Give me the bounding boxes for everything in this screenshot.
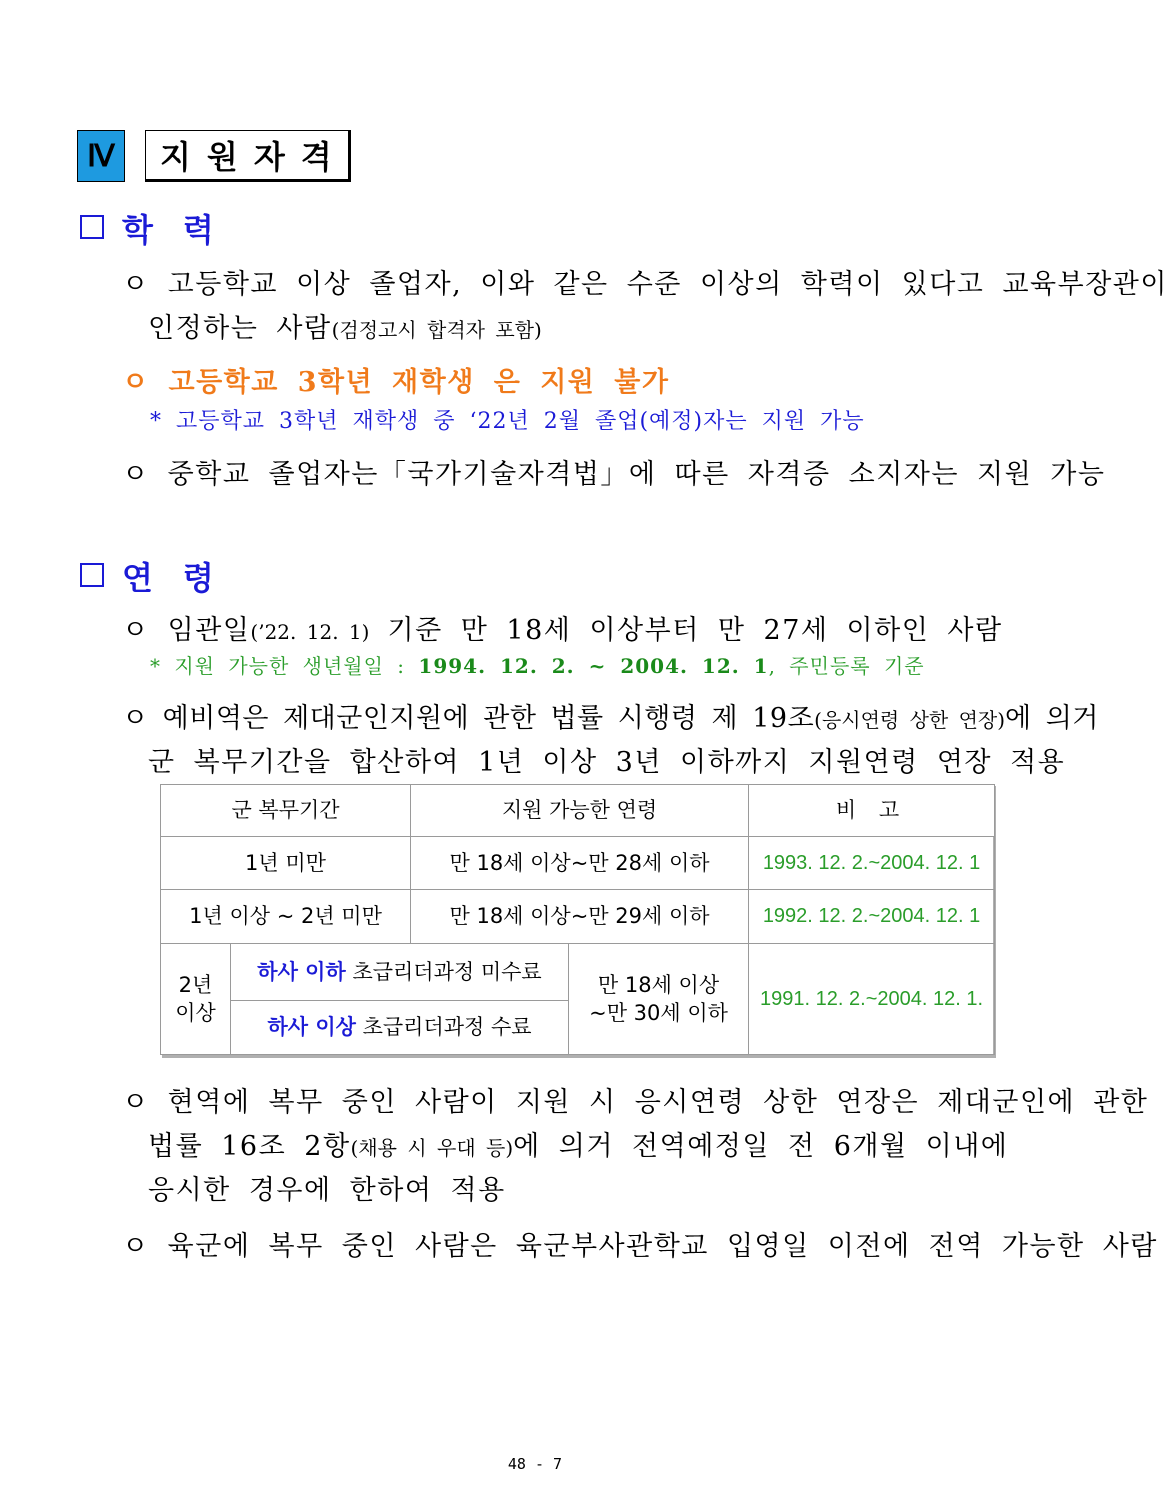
cell-text: 초급리더과정 미수료 [345,959,542,984]
item-text: ㅇ 임관일 [122,615,251,646]
table-cell [231,944,569,1001]
age-item-2-line-2: 군 복무기간을 합산하여 1년 이상 3년 이하까지 지원연령 연장 적용 [148,747,1066,778]
checkbox-square-icon [80,215,104,239]
age-item-1 [122,608,1003,647]
cell-text: 초급리더과정 수료 [355,1015,532,1040]
table-cell [231,1001,569,1055]
education-item-1-line-1: ㅇ 고등학교 이상 졸업자, 이와 같은 수준 이상의 학력이 있다고 교육부장관이 [122,269,1168,300]
birthdate-range: 1994. 12. 2. ~ 2004. 12. 1 [418,654,769,678]
education-item-2: ㅇ 고등학교 3학년 재학생 은 지원 불가 [122,367,670,398]
table-header: 비 고 [749,785,995,837]
rank-label: 하사 이상 [267,1015,356,1040]
age-heading [80,553,244,599]
age-item-4: ㅇ 육군에 복무 중인 사람은 육군부사관학교 입영일 이전에 전역 가능한 사람 [122,1231,1158,1262]
age-item-3-line-1: ㅇ 현역에 복무 중인 사람이 지원 시 응시연령 상한 연장은 제대군인에 관한 [122,1087,1149,1118]
item-paren-text: (응시연령 상한 연장) [814,708,1006,732]
table-row [161,837,995,890]
table-header-row [161,785,995,837]
checkbox-square-icon [80,563,104,587]
table-cell: 만 18세 이상~만 29세 이하 [411,890,749,944]
item-paren-text: (검정고시 합격자 포함) [331,318,542,342]
item-text: 인정하는 사람 [148,313,332,344]
item-text: ㅇ 예비역은 제대군인지원에 관한 법률 시행령 제 19조 [122,703,815,734]
item-text: 에 의거 전역예정일 전 6개월 이내에 [513,1131,1009,1162]
age-extension-table [160,784,995,1055]
item-paren-text: (’22. 12. 1) [250,620,370,644]
table-cell: 1년 이상 ~ 2년 미만 [161,890,411,944]
education-heading-text: 학력 [122,211,244,249]
item-paren-text: (채용 시 우대 등) [350,1136,514,1160]
table-header: 군 복무기간 [161,785,411,837]
table-cell: 1년 미만 [161,837,411,890]
rank-label: 하사 이하 [257,959,346,984]
table-row [161,944,995,1001]
page-number: 48 - 7 [507,1455,563,1473]
table-row [161,890,995,944]
note-text: * 지원 가능한 생년월일 : [150,654,419,678]
item-text: 에 의거 [1005,703,1099,734]
note-text: , 주민등록 기준 [768,654,925,678]
age-item-3-line-3: 응시한 경우에 한하여 적용 [148,1175,506,1206]
table-header: 지원 가능한 연령 [411,785,749,837]
section-title: 지원자격 [145,130,351,182]
table-cell: 만 18세 이상~만 28세 이하 [411,837,749,890]
age-heading-text: 연령 [122,559,244,597]
table-cell: 1991. 12. 2.~2004. 12. 1. [749,944,995,1055]
education-item-2-note: * 고등학교 3학년 재학생 중 ‘22년 2월 졸업(예정)자는 지원 가능 [150,409,865,434]
education-heading [80,205,244,251]
age-item-1-note [150,650,925,679]
table-cell: 2년 이상 [161,944,231,1055]
item-text: 법률 16조 2항 [148,1131,351,1162]
education-item-1-line-2 [148,306,542,345]
education-item-3: ㅇ 중학교 졸업자는「국가기술자격법」에 따른 자격증 소지자는 지원 가능 [122,459,1106,490]
section-number: Ⅳ [77,130,125,182]
item-text: 기준 만 18세 이상부터 만 27세 이하인 사람 [369,615,1003,646]
table-cell: 만 18세 이상 ~만 30세 이하 [569,944,749,1055]
table-cell: 1993. 12. 2.~2004. 12. 1 [749,837,995,890]
table-cell: 1992. 12. 2.~2004. 12. 1 [749,890,995,944]
age-item-3-line-2 [148,1124,1008,1163]
age-item-2-line-1 [122,696,1099,735]
